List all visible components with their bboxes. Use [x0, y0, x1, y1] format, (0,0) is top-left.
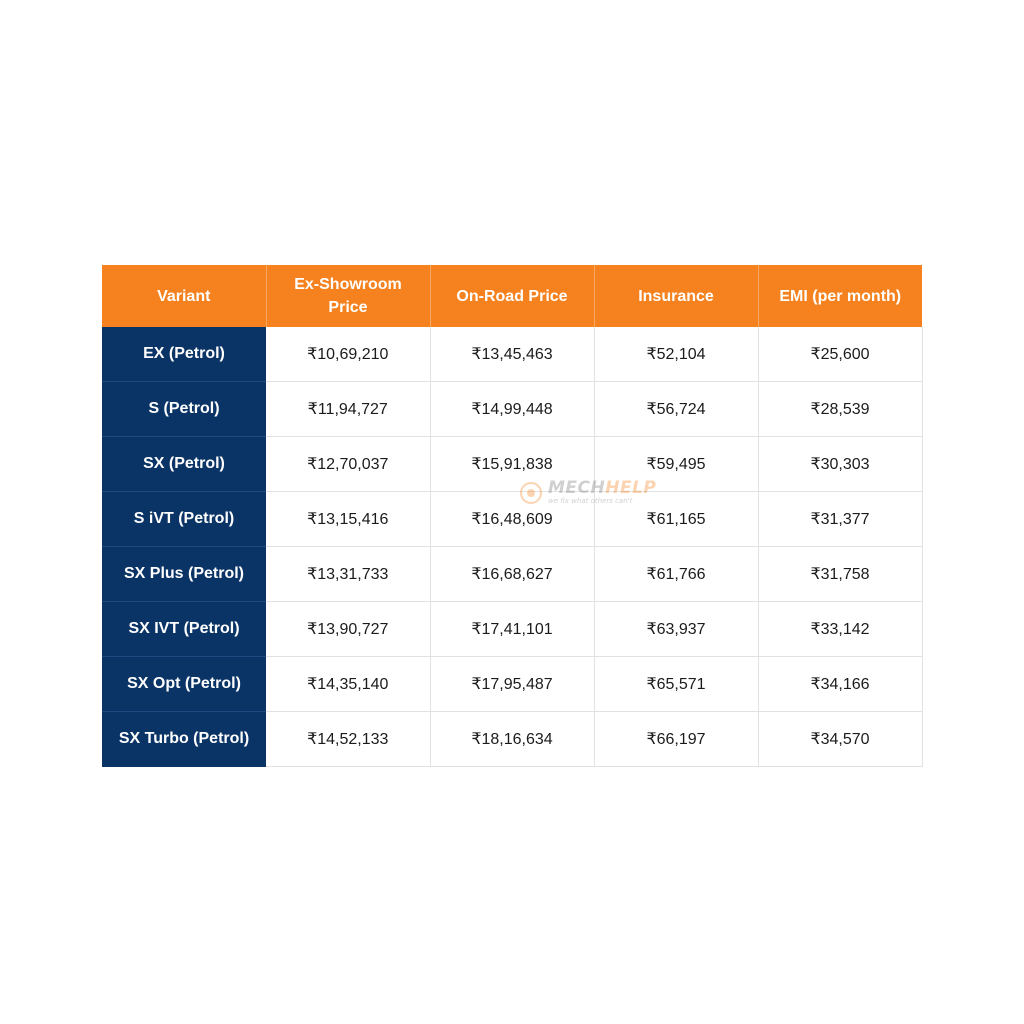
on-road-cell: ₹15,91,838	[430, 437, 594, 492]
emi-cell: ₹25,600	[758, 327, 922, 382]
emi-cell: ₹31,377	[758, 492, 922, 547]
header-on-road-price: On-Road Price	[430, 265, 594, 327]
table-row	[102, 657, 922, 712]
header-ex-showroom-price: Ex-Showroom Price	[266, 265, 430, 327]
header-emi: EMI (per month)	[758, 265, 922, 327]
table-row	[102, 602, 922, 657]
watermark-brand-part1: MECH	[548, 478, 606, 498]
table-row	[102, 492, 922, 547]
emi-cell: ₹34,570	[758, 712, 922, 767]
header-variant: Variant	[102, 265, 266, 327]
table-row	[102, 437, 922, 492]
variant-cell: SX IVT (Petrol)	[102, 602, 266, 657]
variant-cell: S (Petrol)	[102, 382, 266, 437]
table-row	[102, 382, 922, 437]
on-road-cell: ₹16,68,627	[430, 547, 594, 602]
on-road-cell: ₹17,41,101	[430, 602, 594, 657]
emi-cell: ₹34,166	[758, 657, 922, 712]
header-insurance: Insurance	[594, 265, 758, 327]
watermark-tagline: we fix what others can't	[548, 497, 633, 505]
insurance-cell: ₹61,766	[594, 547, 758, 602]
watermark-brand-part2: HELP	[605, 478, 657, 498]
emi-cell: ₹30,303	[758, 437, 922, 492]
variant-cell: SX (Petrol)	[102, 437, 266, 492]
emi-cell: ₹31,758	[758, 547, 922, 602]
variant-cell: SX Turbo (Petrol)	[102, 712, 266, 767]
emi-cell: ₹28,539	[758, 382, 922, 437]
on-road-cell: ₹18,16,634	[430, 712, 594, 767]
ex-showroom-cell: ₹11,94,727	[266, 382, 430, 437]
insurance-cell: ₹65,571	[594, 657, 758, 712]
insurance-cell: ₹61,165	[594, 492, 758, 547]
on-road-cell: ₹16,48,609	[430, 492, 594, 547]
insurance-cell: ₹66,197	[594, 712, 758, 767]
insurance-cell: ₹63,937	[594, 602, 758, 657]
emi-cell: ₹33,142	[758, 602, 922, 657]
table-row	[102, 712, 922, 767]
ex-showroom-cell: ₹13,15,416	[266, 492, 430, 547]
table-row	[102, 547, 922, 602]
ex-showroom-cell: ₹13,90,727	[266, 602, 430, 657]
insurance-cell: ₹56,724	[594, 382, 758, 437]
table-row	[102, 327, 922, 382]
on-road-cell: ₹17,95,487	[430, 657, 594, 712]
variant-cell: S iVT (Petrol)	[102, 492, 266, 547]
insurance-cell: ₹59,495	[594, 437, 758, 492]
on-road-cell: ₹14,99,448	[430, 382, 594, 437]
variant-cell: SX Opt (Petrol)	[102, 657, 266, 712]
ex-showroom-cell: ₹13,31,733	[266, 547, 430, 602]
ex-showroom-cell: ₹10,69,210	[266, 327, 430, 382]
ex-showroom-cell: ₹14,52,133	[266, 712, 430, 767]
ex-showroom-cell: ₹14,35,140	[266, 657, 430, 712]
on-road-cell: ₹13,45,463	[430, 327, 594, 382]
insurance-cell: ₹52,104	[594, 327, 758, 382]
header-row	[102, 265, 922, 327]
variant-cell: EX (Petrol)	[102, 327, 266, 382]
ex-showroom-cell: ₹12,70,037	[266, 437, 430, 492]
price-table	[102, 265, 923, 767]
variant-cell: SX Plus (Petrol)	[102, 547, 266, 602]
